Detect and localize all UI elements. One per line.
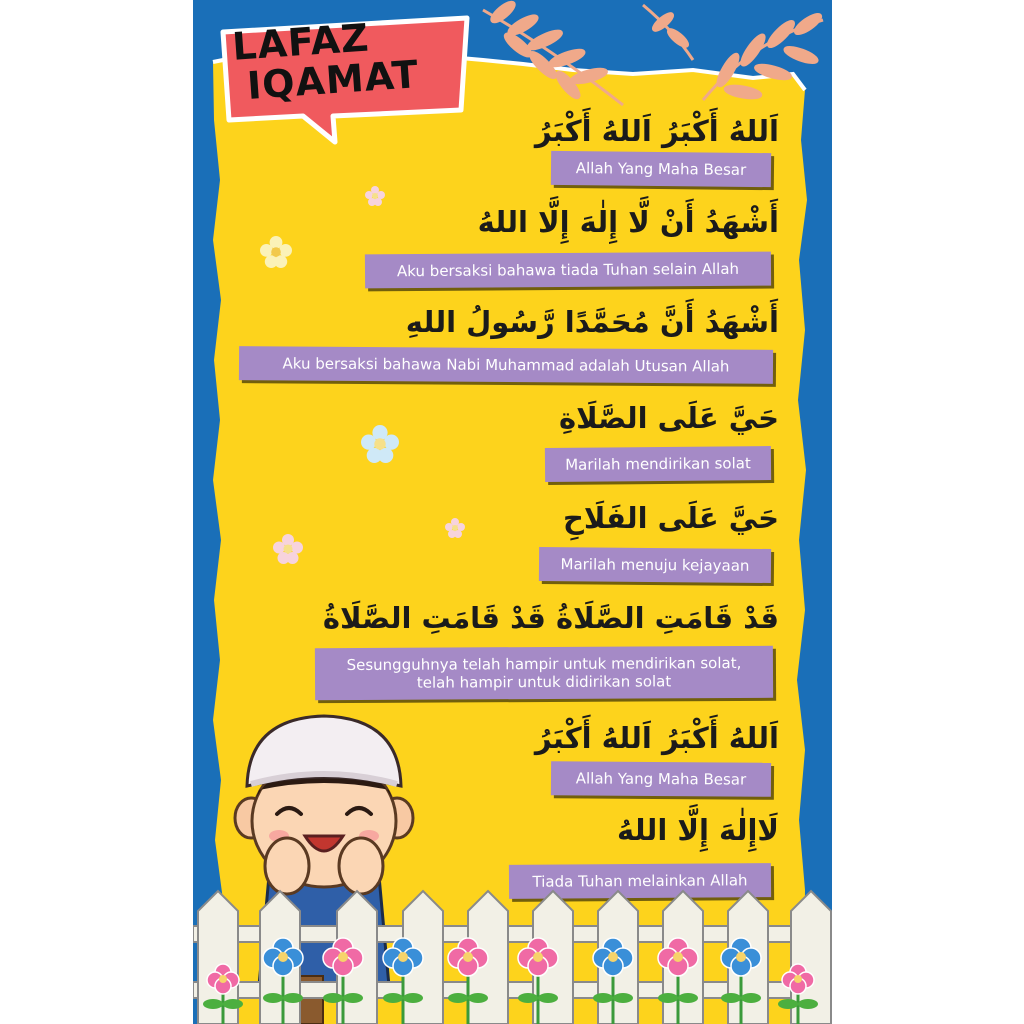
small-flower-icon <box>445 518 465 538</box>
verse-7-meaning: Allah Yang Maha Besar <box>551 761 771 797</box>
verse-5-arabic: حَيَّ عَلَى الفَلَاحِ <box>562 501 779 535</box>
verse-3-meaning: Aku bersaksi bahawa Nabi Muhammad adalah Utusan Allah <box>239 346 773 384</box>
verse-3-arabic: أَشْهَدُ أَنَّ مُحَمَّدًا رَّسُولُ اللهِ <box>405 305 779 339</box>
verse-8-meaning: Tiada Tuhan melainkan Allah <box>509 863 771 899</box>
small-flower-icon <box>361 425 399 463</box>
verse-7-arabic: اَللهُ أَكْبَرُ اَللهُ أَكْبَرُ <box>534 721 779 755</box>
verse-6-arabic: قَدْ قَامَتِ الصَّلَاةُ قَدْ قَامَتِ الصَّلَاةُ <box>322 601 779 635</box>
verse-1-meaning: Allah Yang Maha Besar <box>551 151 771 187</box>
small-flower-icon <box>260 236 292 268</box>
verse-2-arabic: أَشْهَدُ أَنْ لَّا إِلٰهَ إِلَّا اللهُ <box>477 205 779 239</box>
small-flower-icon <box>273 534 303 564</box>
poster <box>193 0 832 1024</box>
small-flower-icon <box>365 186 385 206</box>
verse-8-arabic: لَاإِلٰهَ إِلَّا اللهُ <box>617 813 779 847</box>
verse-4-meaning: Marilah mendirikan solat <box>545 446 771 482</box>
page-title <box>231 11 466 107</box>
verse-2-meaning: Aku bersaksi bahawa tiada Tuhan selain Allah <box>365 252 771 289</box>
verse-5-meaning: Marilah menuju kejayaan <box>539 547 771 583</box>
verse-6-meaning: Sesungguhnya telah hampir untuk mendirikan solat, telah hampir untuk didirikan solat <box>315 646 773 700</box>
palm-leaves-decoration <box>463 0 832 115</box>
picket-fence-with-flowers <box>193 886 832 1024</box>
title-line-1: LAFAZ <box>230 15 371 69</box>
verse-4-arabic: حَيَّ عَلَى الصَّلَاةِ <box>559 401 779 435</box>
title-line-2: IQAMAT <box>245 52 421 108</box>
verse-1-arabic: اَللهُ أَكْبَرُ اَللهُ أَكْبَرُ <box>534 114 779 148</box>
